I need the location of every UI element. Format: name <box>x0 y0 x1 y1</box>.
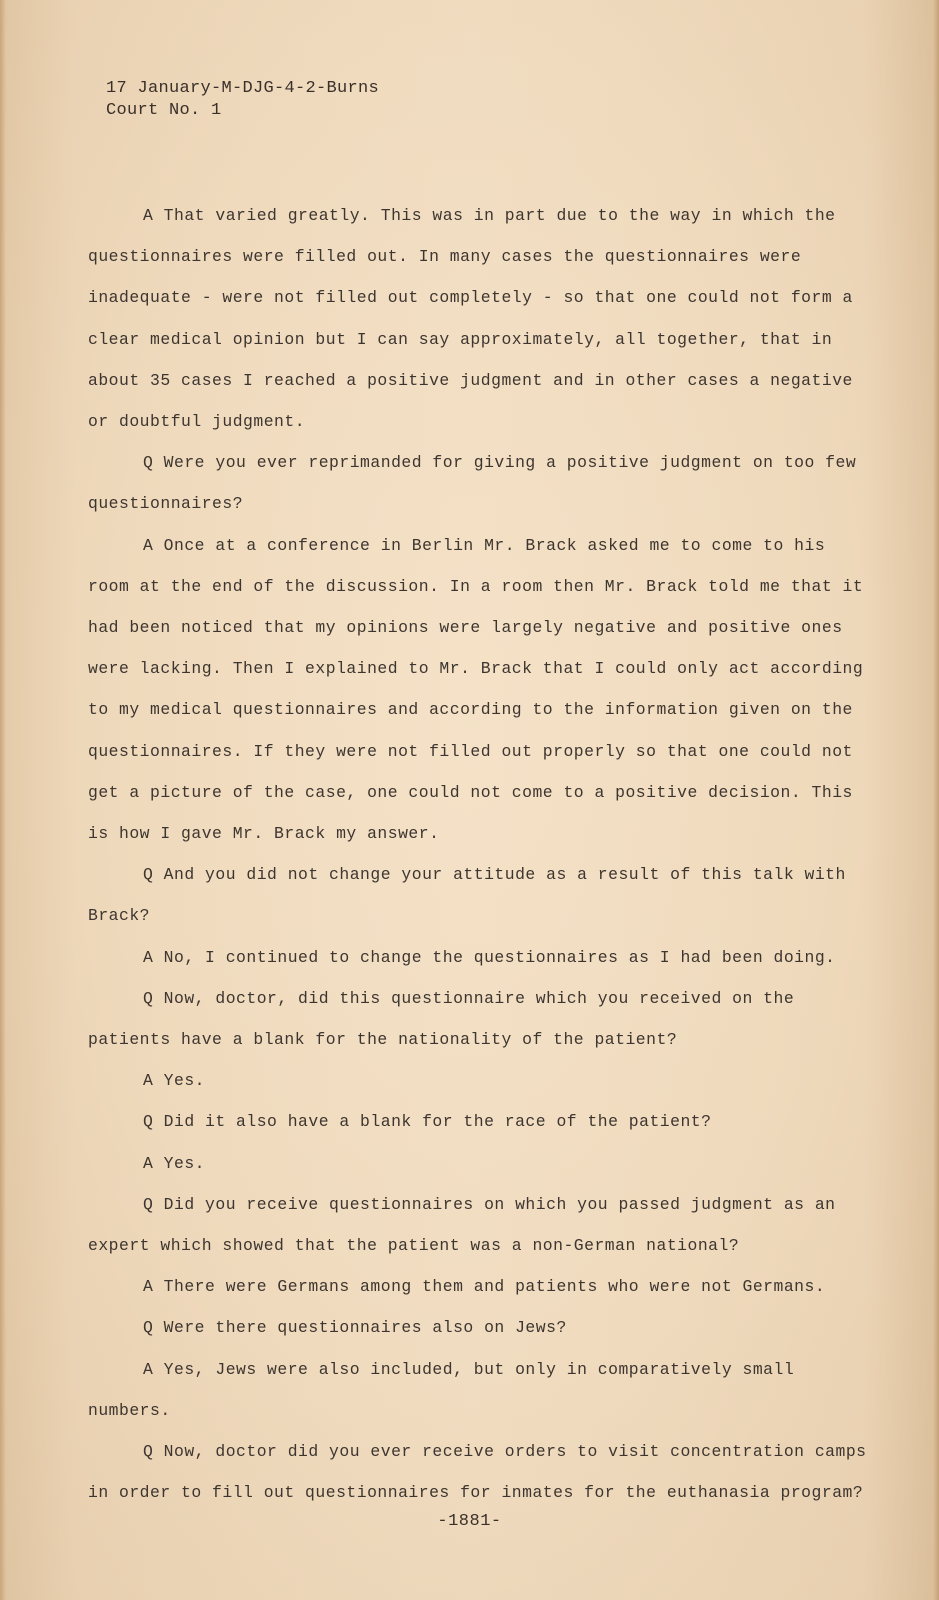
transcript-paragraph: Q Did you receive questionnaires on which you passed judgment as an expert which showed that the patient was a non-German national? <box>88 1194 836 1256</box>
transcript-paragraph: Q Now, doctor, did this questionnaire which you received on the patients have a blank for the nationality of the patient? <box>88 988 795 1050</box>
transcript-paragraph: A There were Germans among them and patients who were not Germans. <box>143 1277 826 1297</box>
page-edge-right <box>933 0 939 1600</box>
transcript-paragraph: A No, I continued to change the questionnaires as I had been doing. <box>143 947 836 967</box>
header-court-line: Court No. 1 <box>106 101 222 120</box>
page-number: -1881- <box>437 1512 502 1531</box>
header-reference-line: 17 January-M-DJG-4-2-Burns <box>106 79 380 98</box>
transcript-paragraph: A That varied greatly. This was in part due to the way in which the questionnaires were filled out. In many cases the questionnaires were inadequate - were not filled out completely - so that one could not form a clear medical opinion but I can say approximately, all together, that in about 35 cases I reached a positive judgment and in other cases a negative or doubtful judgment. <box>88 206 853 432</box>
transcript-paragraph: A Yes. <box>143 1153 206 1173</box>
document-header <box>106 78 379 122</box>
transcript-paragraph: Q Now, doctor did you ever receive orders to visit concentration camps in order to fill out questionnaires for inmates for the euthanasia program? <box>88 1442 867 1503</box>
transcript-body <box>88 195 868 1514</box>
transcript-paragraph: A Once at a conference in Berlin Mr. Brack asked me to come to his room at the end of the discussion. In a room then Mr. Brack told me that it had been noticed that my opinions were largely negative and positive ones were lacking. Then I explained to Mr. Brack that I could only act according to my medical questionnaires and according to the information given on the questionnaires. If they were not filled out properly so that one could not get a picture of the case, one could not come to a positive decision. This is how I gave Mr. Brack my answer. <box>88 535 864 844</box>
transcript-paragraph: Q And you did not change your attitude as a result of this talk with Brack? <box>88 865 846 926</box>
transcript-paragraph: Q Were there questionnaires also on Jews? <box>143 1318 567 1338</box>
page-edge-left <box>0 0 6 1600</box>
transcript-paragraph: A Yes. <box>143 1071 206 1091</box>
transcript-paragraph: Q Did it also have a blank for the race of the patient? <box>143 1112 712 1132</box>
transcript-paragraph: Q Were you ever reprimanded for giving a positive judgment on too few questionnaires? <box>88 453 857 514</box>
transcript-paragraph: A Yes, Jews were also included, but only in comparatively small numbers. <box>88 1359 795 1420</box>
